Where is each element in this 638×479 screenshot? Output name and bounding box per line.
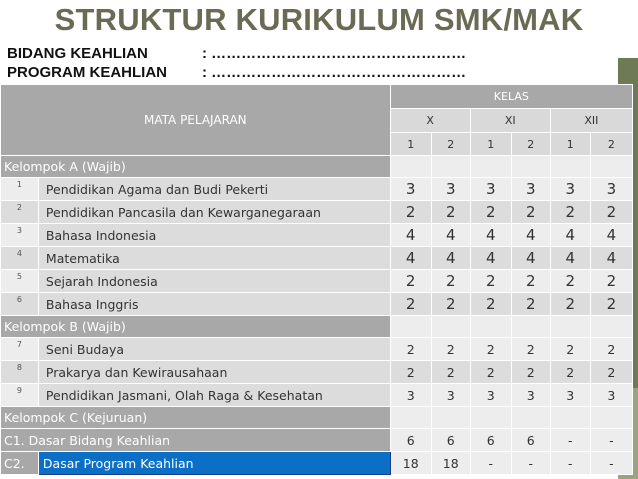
subgroup-code: C2.	[1, 452, 39, 475]
hours-value: 2	[511, 270, 550, 293]
table-row	[1, 338, 633, 361]
hours-value: -	[470, 452, 511, 475]
meta-label: BIDANG KEAHLIAN	[7, 45, 148, 62]
table-row	[1, 224, 633, 247]
subject-name: Sejarah Indonesia	[38, 270, 390, 293]
group-row	[1, 316, 633, 338]
hours-value: 4	[470, 247, 511, 270]
header-semester: 2	[511, 133, 550, 156]
hours-value: 2	[390, 293, 431, 316]
hours-value: 6	[511, 429, 550, 452]
hours-value: 4	[390, 224, 431, 247]
hours-value: 2	[470, 270, 511, 293]
hours-value: 3	[550, 384, 590, 407]
hours-value: 3	[431, 178, 470, 201]
hours-value: -	[590, 452, 632, 475]
group-label: Kelompok A (Wajib)	[1, 156, 391, 178]
header-class-xii: XII	[550, 109, 632, 133]
row-number: 5	[1, 270, 39, 293]
header-mata-pelajaran: MATA PELAJARAN	[1, 85, 391, 156]
hours-value: -	[590, 429, 632, 452]
row-number: 4	[1, 247, 39, 270]
hours-value: -	[511, 452, 550, 475]
hours-value: 2	[390, 201, 431, 224]
hours-value: 2	[590, 338, 632, 361]
row-number: 2	[1, 201, 39, 224]
hours-value: 3	[590, 384, 632, 407]
curriculum-table	[0, 84, 633, 475]
hours-value: -	[550, 452, 590, 475]
header-semester: 1	[390, 133, 431, 156]
table-row	[1, 452, 633, 475]
table-row	[1, 270, 633, 293]
header-class-xi: XI	[470, 109, 550, 133]
hours-value: 3	[390, 178, 431, 201]
hours-value: 6	[431, 429, 470, 452]
hours-value: 2	[431, 201, 470, 224]
hours-value: 4	[550, 224, 590, 247]
row-number: 7	[1, 338, 39, 361]
subgroup-label: C1. Dasar Bidang Keahlian	[1, 429, 391, 452]
hours-value: 2	[511, 201, 550, 224]
meta-program-keahlian	[7, 64, 466, 81]
table-row	[1, 201, 633, 224]
hours-value: 2	[550, 293, 590, 316]
group-label: Kelompok B (Wajib)	[1, 316, 391, 338]
hours-value: 4	[511, 224, 550, 247]
hours-value: 3	[390, 384, 431, 407]
subject-name: Matematika	[38, 247, 390, 270]
hours-value: 2	[511, 361, 550, 384]
row-number: 9	[1, 384, 39, 407]
group-row	[1, 407, 633, 429]
hours-value: 4	[590, 247, 632, 270]
hours-value: 2	[511, 293, 550, 316]
header-semester: 1	[550, 133, 590, 156]
hours-value: 3	[470, 384, 511, 407]
hours-value: 2	[590, 293, 632, 316]
row-number: 8	[1, 361, 39, 384]
hours-value: 2	[550, 201, 590, 224]
hours-value: 2	[590, 270, 632, 293]
hours-value: 4	[590, 224, 632, 247]
hours-value: 4	[511, 247, 550, 270]
hours-value: 2	[431, 338, 470, 361]
hours-value: 2	[550, 361, 590, 384]
subject-name: Pendidikan Jasmani, Olah Raga & Kesehatan	[38, 384, 390, 407]
hours-value: 2	[590, 201, 632, 224]
hours-value: 4	[550, 247, 590, 270]
hours-value: 2	[470, 361, 511, 384]
subgroup-label-selected: Dasar Program Keahlian	[38, 452, 390, 475]
group-row	[1, 156, 633, 178]
subject-name: Bahasa Indonesia	[38, 224, 390, 247]
table-row	[1, 247, 633, 270]
header-semester: 1	[470, 133, 511, 156]
hours-value: 3	[470, 178, 511, 201]
row-number: 6	[1, 293, 39, 316]
hours-value: 2	[431, 361, 470, 384]
hours-value: 2	[390, 338, 431, 361]
hours-value: -	[550, 429, 590, 452]
hours-value: 4	[431, 247, 470, 270]
meta-label: PROGRAM KEAHLIAN	[7, 64, 167, 81]
hours-value: 2	[431, 270, 470, 293]
table-row	[1, 429, 633, 452]
meta-value: : ……………………………………………	[202, 64, 467, 81]
table-row	[1, 384, 633, 407]
subject-name: Pendidikan Pancasila dan Kewarganegaraan	[38, 201, 390, 224]
hours-value: 18	[390, 452, 431, 475]
row-number: 3	[1, 224, 39, 247]
hours-value: 4	[470, 224, 511, 247]
hours-value: 3	[590, 178, 632, 201]
hours-value: 2	[390, 361, 431, 384]
hours-value: 2	[550, 270, 590, 293]
hours-value: 2	[431, 293, 470, 316]
hours-value: 18	[431, 452, 470, 475]
header-semester: 2	[590, 133, 632, 156]
hours-value: 3	[511, 384, 550, 407]
hours-value: 4	[390, 247, 431, 270]
meta-bidang-keahlian	[7, 45, 466, 62]
subject-name: Seni Budaya	[38, 338, 390, 361]
hours-value: 2	[590, 361, 632, 384]
hours-value: 2	[470, 201, 511, 224]
table-row	[1, 361, 633, 384]
subject-name: Prakarya dan Kewirausahaan	[38, 361, 390, 384]
hours-value: 2	[511, 338, 550, 361]
hours-value: 2	[550, 338, 590, 361]
hours-value: 6	[390, 429, 431, 452]
hours-value: 4	[431, 224, 470, 247]
hours-value: 2	[470, 338, 511, 361]
hours-value: 3	[511, 178, 550, 201]
meta-value: : ……………………………………………	[202, 45, 467, 62]
row-number: 1	[1, 178, 39, 201]
hours-value: 2	[390, 270, 431, 293]
hours-value: 2	[470, 293, 511, 316]
table-row	[1, 178, 633, 201]
table-row	[1, 293, 633, 316]
slide-title: STRUKTUR KURIKULUM SMK/MAK	[54, 2, 584, 37]
header-kelas: KELAS	[390, 85, 632, 109]
hours-value: 3	[431, 384, 470, 407]
subject-name: Bahasa Inggris	[38, 293, 390, 316]
subject-name: Pendidikan Agama dan Budi Pekerti	[38, 178, 390, 201]
hours-value: 3	[550, 178, 590, 201]
header-semester: 2	[431, 133, 470, 156]
header-class-x: X	[390, 109, 470, 133]
group-label: Kelompok C (Kejuruan)	[1, 407, 391, 429]
hours-value: 6	[470, 429, 511, 452]
